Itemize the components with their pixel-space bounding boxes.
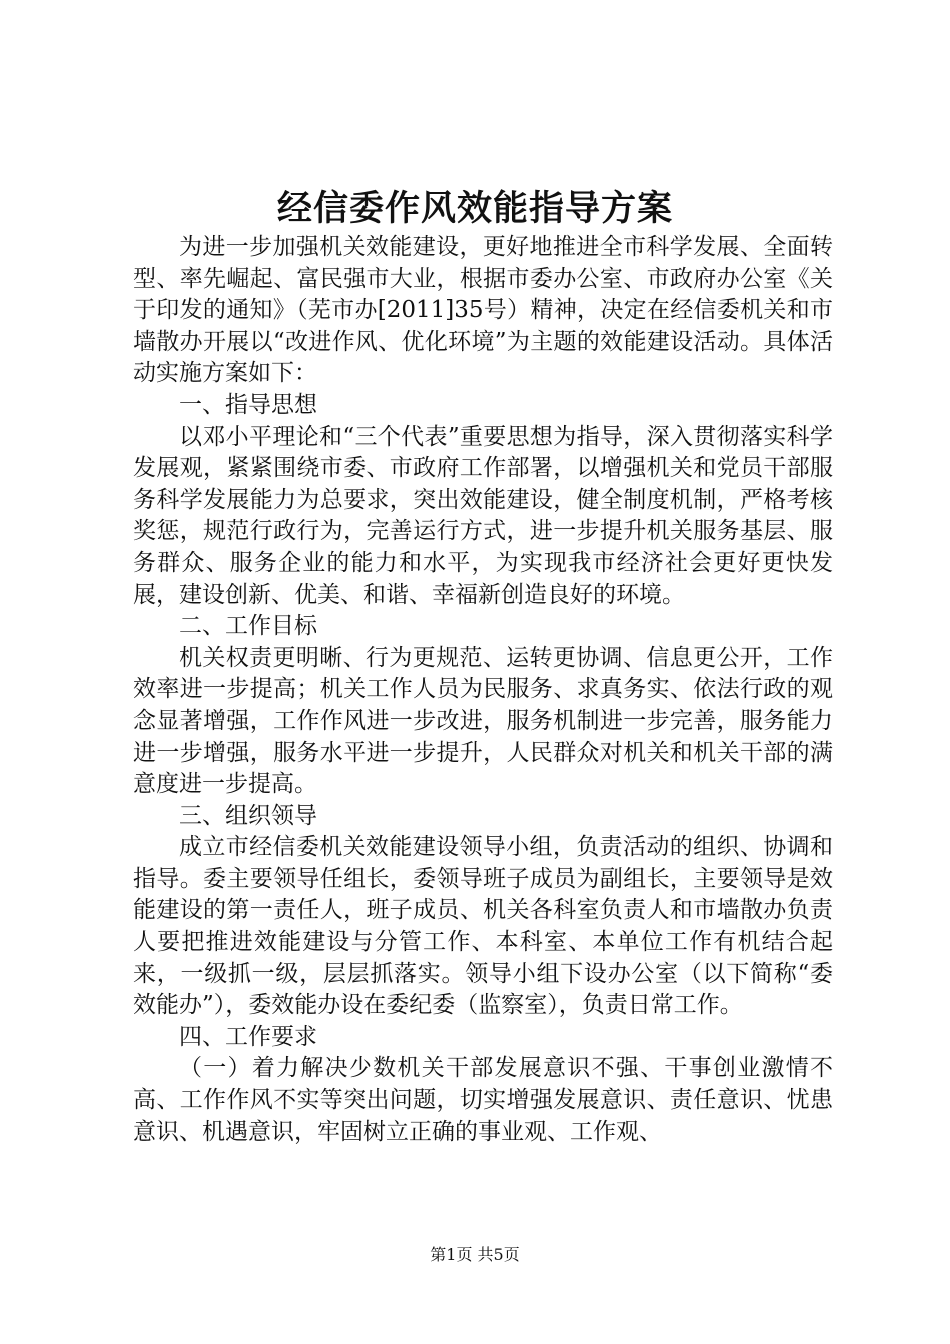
intro-paragraph: 为进一步加强机关效能建设，更好地推进全市科学发展、全面转型、率先崛起、富民强市大业，根据市委办公室、市政府办公室《关于印发的通知》（芜市办[2011]35号）精神，决定在经信委机关和市墙散办开展以“改进作风、优化环境”为主题的效能建设活动。具体活动实施方案如下： <box>133 234 833 387</box>
document-title: 经信委作风效能指导方案 <box>276 188 673 229</box>
page-footer: 第1页 共5页 <box>430 1245 520 1264</box>
section-heading-guiding-ideology: 一、指导思想 <box>179 391 317 418</box>
section-heading-work-goals: 二、工作目标 <box>179 613 317 640</box>
section-heading-work-requirements: 四、工作要求 <box>179 1023 317 1050</box>
section-text-organization: 成立市经信委机关效能建设领导小组，负责活动的组织、协调和指导。委主要领导任组长，委领导班子成员为副组长，主要领导是效能建设的第一责任人，班子成员、机关各科室负责人和市墙散办负责人要把推进效能建设与分管工作、本科室、本单位工作有机结合起来，一级抓一级，层层抓落实。领导小组下设办公室（以下简称“委效能办”），委效能办设在委纪委（监察室），负责日常工作。 <box>133 834 833 1019</box>
section-text-guiding-ideology: 以邓小平理论和“三个代表”重要思想为指导，深入贯彻落实科学发展观，紧紧围绕市委、市政府工作部署，以增强机关和党员干部服务科学发展能力为总要求，突出效能建设，健全制度机制，严格考核奖惩，规范行政行为，完善运行方式，进一步提升机关服务基层、服务群众、服务企业的能力和水平，为实现我市经济社会更好更快发展，建设创新、优美、和谐、幸福新创造良好的环境。 <box>133 423 833 608</box>
section-text-work-goals: 机关权责更明晰、行为更规范、运转更协调、信息更公开，工作效率进一步提高；机关工作人员为民服务、求真务实、依法行政的观念显著增强，工作作风进一步改进，服务机制进一步完善，服务能力进一步增强，服务水平进一步提升，人民群众对机关和机关干部的满意度进一步提高。 <box>133 644 833 798</box>
section-text-work-requirements: （一）着力解决少数机关干部发展意识不强、干事创业激情不高、工作作风不实等突出问题，切实增强发展意识、责任意识、忧患意识、机遇意识，牢固树立正确的事业观、工作观、 <box>133 1055 833 1145</box>
section-heading-organization: 三、组织领导 <box>179 802 317 829</box>
document-body <box>133 232 833 1148</box>
